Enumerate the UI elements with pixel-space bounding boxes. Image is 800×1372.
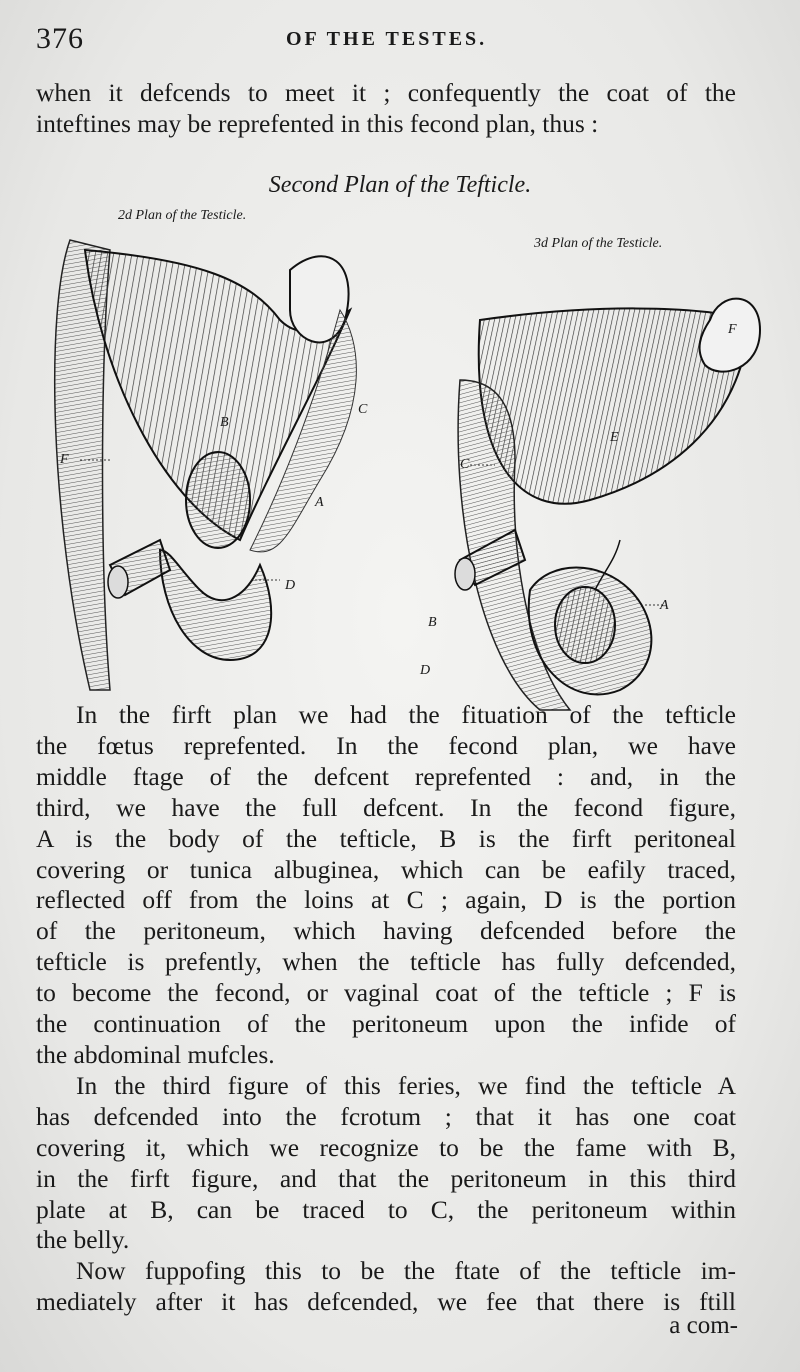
- figure-letter-d: D: [420, 663, 431, 678]
- text-line: the fœtus reprefented. In the fecond plan, we have: [36, 730, 736, 760]
- text-line: covering or tunica albuginea, which can be eafily traced,: [36, 854, 736, 884]
- text-line: A is the body of the tefticle, B is the firft peritoneal: [36, 823, 736, 853]
- right-plate-label: 3d Plan of the Testicle.: [534, 236, 663, 251]
- text-line: to become the fecond, or vaginal coat of the tefticle ; F is: [36, 978, 736, 1008]
- figure-caption: Second Plan of the Tefticle.: [268, 172, 532, 198]
- text-line: reflected off from the loins at C ; again, D is the portion: [36, 885, 736, 915]
- intro-text: [36, 78, 736, 140]
- figure-letter-f: F: [60, 452, 69, 467]
- figure-letter-d: D: [285, 578, 296, 593]
- engraving-second-plan: [40, 220, 400, 700]
- text-line: has defcended into the fcrotum ; that it has one coat: [36, 1101, 736, 1131]
- figure-letter-f: F: [728, 322, 737, 337]
- text-line: middle ftage of the defcent reprefented : and, in the: [36, 761, 736, 791]
- left-plate-label: 2d Plan of the Testicle.: [118, 208, 247, 223]
- text-line: mediately after it has defcended, we fee that there is ftill: [36, 1287, 736, 1317]
- figure-letter-b: B: [428, 615, 437, 630]
- text-line: covering it, which we recognize to be the fame with B,: [36, 1132, 736, 1162]
- catchword: a com-: [669, 1312, 738, 1339]
- figure-letter-b: B: [220, 415, 229, 430]
- figure-letter-a: A: [660, 598, 669, 613]
- text-line: In the firft plan we had the fituation of the tefticle: [76, 700, 736, 729]
- figure-letter-c: C: [460, 457, 470, 472]
- text-line: plate at B, can be traced to C, the peritoneum within: [36, 1194, 736, 1224]
- figure-letter-e: E: [610, 430, 619, 445]
- text-line: in the firft figure, and that the peritoneum in this third: [36, 1163, 736, 1193]
- text-line: the abdominal mufcles.: [36, 1039, 275, 1069]
- text-line: the continuation of the peritoneum upon the infide of: [36, 1009, 736, 1039]
- text-line: inteftines may be reprefented in this fecond plan, thus :: [36, 108, 599, 138]
- text-line: the belly.: [36, 1225, 130, 1255]
- page-header: [0, 22, 800, 56]
- running-title: OF THE TESTES.: [286, 28, 488, 50]
- figure-letter-a: A: [315, 495, 324, 510]
- engraving-second-plan-drawing: [40, 220, 400, 700]
- page-number: 376: [36, 22, 84, 55]
- text-line: Now fuppofing this to be the ftate of the tefticle im-: [76, 1256, 736, 1286]
- engraving-third-plan-drawing: [420, 260, 780, 720]
- text-line: In the third figure of this feries, we find the tefticle A: [76, 1070, 736, 1100]
- text-line: third, we have the full defcent. In the fecond figure,: [36, 792, 736, 822]
- text-line: of the peritoneum, which having defcended before the: [36, 916, 736, 946]
- body-text: [36, 700, 736, 1318]
- figure-letter-c: C: [358, 402, 368, 417]
- engraving-third-plan: [420, 260, 780, 720]
- text-line: when it defcends to meet it ; confequently the coat of the: [36, 78, 736, 107]
- text-line: tefticle is prefently, when the tefticle has fully defcended,: [36, 947, 736, 977]
